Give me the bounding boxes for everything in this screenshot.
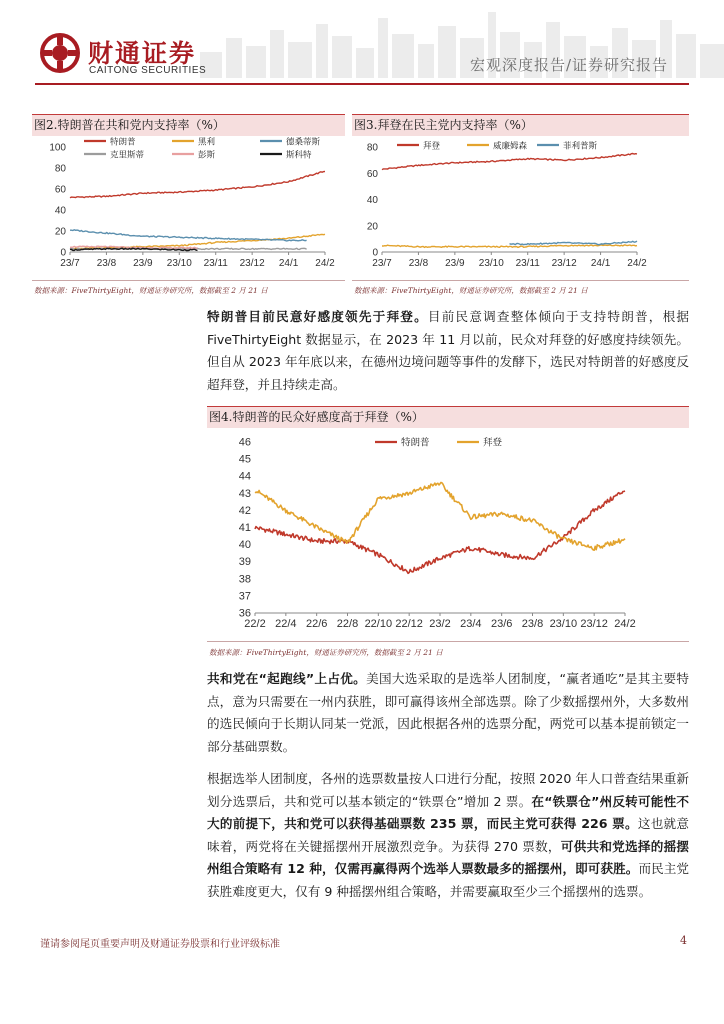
paragraph-gop-advantage <box>207 668 689 758</box>
series-line <box>255 491 625 573</box>
paragraph-electoral-college <box>207 768 689 903</box>
figure-2-title <box>32 114 345 136</box>
figure-4-chart <box>207 430 689 635</box>
y-tick-label: 0 <box>60 247 66 259</box>
x-tick-label: 23/11 <box>203 258 228 269</box>
figure-3-chart <box>352 137 689 275</box>
legend-label: 威廉姆森 <box>493 140 528 151</box>
y-tick-label: 80 <box>366 142 378 154</box>
y-tick-label: 80 <box>54 163 66 175</box>
x-tick-label: 23/12 <box>239 258 265 269</box>
logo-text-cn: 财通证券 <box>88 39 197 68</box>
x-tick-label: 22/2 <box>244 618 266 630</box>
y-tick-label: 0 <box>372 247 378 259</box>
paragraph-3-bold-2: 可供共和党选择的摇摆州组合策略有 12 种，仅需再赢得两个选举人票数最多的摇摆州，即可获胜。 <box>207 838 690 876</box>
y-tick-label: 20 <box>54 226 66 238</box>
footer-disclaimer: 谨请参阅尾页重要声明及财通证券股票和行业评级标准 <box>40 939 280 950</box>
x-tick-label: 23/9 <box>445 258 465 269</box>
paragraph-3-text-1: 根据选举人团制度，各州的选票数量按人口进行分配，按照 2020 年人口普查结果重新划分选票后，共和党可以基本锁定的“铁票仓”增加 2 票。 <box>207 771 689 809</box>
legend-label: 拜登 <box>423 140 441 151</box>
legend-label: 克里斯蒂 <box>110 149 145 160</box>
figure-3-rule <box>352 280 689 281</box>
legend-label: 德桑蒂斯 <box>286 137 321 147</box>
x-tick-label: 23/12 <box>580 618 608 630</box>
y-tick-label: 43 <box>238 487 251 500</box>
x-tick-label: 24/1 <box>590 258 611 269</box>
paragraph-1-body: 目前民意调查整体倾向于支持特朗普，根据 FiveThirtyEight 数据显示，在 2023 年 11 月以前，民众对拜登的好感度持续领先。但自从 2023 年年底以来，在德州边境问题等事件的发酵下，选民对特朗普的好感度反超拜登，并且持续走高。 <box>207 309 690 392</box>
x-tick-label: 23/8 <box>521 618 544 630</box>
y-tick-label: 60 <box>366 168 378 180</box>
y-tick-label: 39 <box>238 556 251 569</box>
x-tick-label: 23/10 <box>166 258 192 269</box>
y-tick-label: 40 <box>54 205 66 217</box>
legend-label: 彭斯 <box>198 149 216 160</box>
figure-3-title <box>352 114 689 136</box>
x-tick-label: 23/9 <box>133 258 153 269</box>
legend-label: 拜登 <box>483 437 503 449</box>
x-tick-label: 22/12 <box>395 618 423 630</box>
y-tick-label: 36 <box>238 607 251 620</box>
x-tick-label: 24/2 <box>614 618 636 630</box>
paragraph-2-body: 美国大选采取的是选举人团制度，“赢者通吃”是其主要特点，意为只需要在一州内获胜，即可赢得该州全部选票。除了少数摇摆州外，大多数州的选民倾向于长期认同某一党派，因此根据各州的选票分配，两党可以基本提前锁定一部分基础票数。 <box>207 671 689 754</box>
x-tick-label: 23/8 <box>96 258 117 269</box>
paragraph-3-text-2: 这也就意味着，两党将在关键摇摆州开展激烈竞争。为获得 270 票数， <box>207 816 689 854</box>
x-tick-label: 23/11 <box>515 258 540 269</box>
y-tick-label: 40 <box>238 539 251 552</box>
y-tick-label: 60 <box>54 184 66 196</box>
x-tick-label: 23/2 <box>429 618 451 630</box>
x-tick-label: 23/4 <box>460 618 482 630</box>
legend-label: 斯科特 <box>286 149 312 160</box>
legend-label: 特朗普 <box>110 137 136 147</box>
legend-label: 菲利普斯 <box>563 140 598 151</box>
y-tick-label: 41 <box>238 522 251 534</box>
x-tick-label: 23/10 <box>478 258 504 269</box>
figure-2-chart <box>32 137 345 275</box>
figure-2-rule <box>32 280 345 281</box>
legend-label: 特朗普 <box>401 437 430 449</box>
figure-3-source: 数据来源：FiveThirtyEight，财通证券研究所，数据截至 2 月 21 日 <box>354 286 588 295</box>
x-tick-label: 22/4 <box>275 618 297 630</box>
figure-3-title-text: 图3.拜登在民主党内支持率（%） <box>354 118 533 132</box>
series-line <box>510 241 638 245</box>
y-tick-label: 100 <box>49 142 66 154</box>
figure-4-title <box>207 406 689 428</box>
y-tick-label: 42 <box>238 504 251 517</box>
figure-4-rule <box>207 641 689 642</box>
series-line <box>382 154 637 170</box>
paragraph-3-bold-1: 在“铁票仓”州反转可能性不大的前提下，共和党可以获得基础票数 235 票，而民主党可获得 226 票。 <box>207 793 689 831</box>
x-tick-label: 22/6 <box>305 618 328 630</box>
y-tick-label: 38 <box>238 573 251 586</box>
figure-4-title-text: 图4.特朗普的民众好感度高于拜登（%） <box>209 410 424 424</box>
page-header <box>0 0 724 84</box>
logo-text-en: CAITONG SECURITIES <box>89 65 207 76</box>
y-tick-label: 37 <box>238 590 251 603</box>
figure-2-title-text: 图2.特朗普在共和党内支持率（%） <box>34 118 225 132</box>
x-tick-label: 23/8 <box>408 258 429 269</box>
y-tick-label: 45 <box>238 453 251 466</box>
y-tick-label: 40 <box>366 195 378 206</box>
x-tick-label: 24/2 <box>627 258 647 269</box>
x-tick-label: 23/7 <box>60 258 80 269</box>
y-tick-label: 20 <box>366 221 378 233</box>
figure-4-source: 数据来源：FiveThirtyEight，财通证券研究所，数据截至 2 月 21 日 <box>209 648 443 657</box>
x-tick-label: 23/10 <box>549 618 578 630</box>
paragraph-1-lead: 特朗普目前民意好感度领先于拜登。 <box>207 309 428 324</box>
page-number: 4 <box>680 934 687 947</box>
x-tick-label: 24/1 <box>278 258 299 269</box>
paragraph-2-lead: 共和党在“起跑线”上占优。 <box>207 671 367 686</box>
report-type-label: 宏观深度报告/证券研究报告 <box>470 56 669 74</box>
legend-label: 黑利 <box>198 137 216 147</box>
caitong-logo-icon <box>40 33 80 73</box>
paragraph-3-text-3: 而民主党获胜难度更大，仅有 9 种摇摆州组合策略，并需要赢取至少三个摇摆州的选票。 <box>207 861 690 899</box>
series-line <box>70 172 325 198</box>
paragraph-trump-favorability <box>207 306 689 396</box>
x-tick-label: 22/10 <box>364 618 393 630</box>
x-tick-label: 23/12 <box>551 258 577 269</box>
figure-2-source: 数据来源：FiveThirtyEight，财通证券研究所，数据截至 2 月 21 日 <box>34 286 268 295</box>
x-tick-label: 23/7 <box>372 258 392 269</box>
y-tick-label: 46 <box>238 436 251 449</box>
y-tick-label: 44 <box>238 470 251 483</box>
x-tick-label: 23/6 <box>490 618 513 630</box>
header-divider <box>35 83 689 85</box>
x-tick-label: 24/2 <box>315 258 335 269</box>
x-tick-label: 22/8 <box>336 618 359 630</box>
